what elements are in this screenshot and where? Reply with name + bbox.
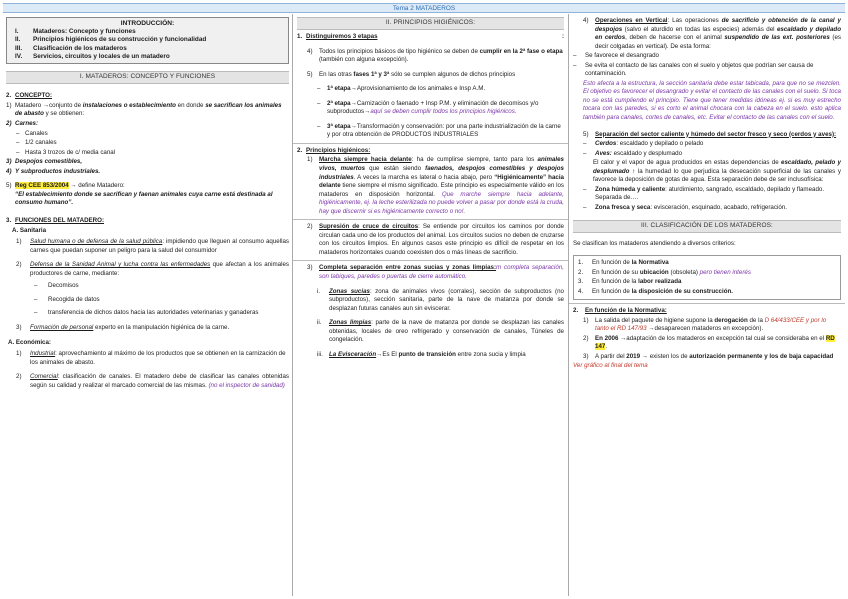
zona-humeda: – Zona húmeda y caliente: aturdimiento, sangrado, escaldado, depilado y flameado. Separada de…. [583,185,825,202]
economica-item: 1) Industrial: aprovechamiento al máximo de los productos que se obtienen en la carnización de los animales de abasto. [16,349,286,366]
column-middle [292,14,568,596]
funciones-heading: 3. FUNCIONES DEL MATADERO: [6,216,105,224]
intro-item: IV. Servicios, circuitos y locales de un matadero [15,53,170,61]
grafico-note: Ver gráfico al final del tema [573,362,648,370]
etapas-item: 4) Todos los principios básicos de tipo higiénico se deben de cumplir en la 2ª fase o etapa (también con alguna excepción). [307,47,563,64]
principio-item: 3) Completa separación entre zonas sucias y zonas limpias:m completa separación, son tabiques, paredes o puertas de cierre automático. [307,264,564,280]
intro-item: II. Principios higiénicos de su construcción y funcionalidad [15,36,207,44]
sanitaria-item: 2) Defensa de la Sanidad Animal y lucha contra las enfermedades que afectan a los animales productores de carne, mediante: [16,261,289,277]
sanitaria-subitem: – transferencia de dichos datos hacia las autoridades veterinarias y ganaderas [34,309,259,317]
column-right [568,14,845,596]
intro-item: III. Clasificación de los mataderos [15,44,127,52]
concepto-heading: 2. CONCEPTO: [6,92,53,100]
clasificacion-intro: Se clasifican los mataderos atendiendo a diversos criterios: [573,240,736,248]
intro-title: INTRODUCCIÓN: [120,20,175,27]
separacion-item: 5) Separación del sector caliente y húmedo del sector fresco y seco (cerdos y aves): [583,130,837,138]
vertical-note: Esto afecta a la estructura, la sección sanitaria debe estar tabicada, para que no se mezclen. El objetivo es favorecer el desangrado y evitar el contacto de las canales con el suelo. Si toca no se está cumpliendo el principio. Tiene que tener medidas idóneas ej. si es muy estrecho tocara con las paredes, si es corto el animal chocara con la cabeza en el suelo. esto aplica también para canales, cortes de canales, etc. Evitar el contacto de las canales con el suelo. [583,79,841,122]
etapa-2: – 2ª etapa→Carnización o faenado + Insp P.M. y eliminación de decomisos y/o subproductos→aquí se deben cumplir todos los principios higiénicos. [317,99,539,116]
vertical-item: 4) Operaciones en Vertical: Las operaciones de sacrificio y obtención de la canal y despojos (salvo el aturdido en todas las especies) además del escaldado y depilado en cerdos, deben de hacerse con el animal suspendido de las ext. posteriores (es decir colgadas en vertical). De esta forma: [583,17,841,50]
criterio-item: 4. En función de la disposición de su construcción. [578,287,733,295]
concepto-item: 1) Matadero →conjunto de instalaciones o establecimiento en donde se sacrifican los animales de abasto y se obtienen: [6,101,282,118]
section-heading-3: III. CLASIFICACIÓN DE LOS MATADEROS: [573,220,841,233]
sanitaria-item: 3) Formación de personal experto en la manipulación higiénica de la carne. [16,323,230,331]
intro-box [6,17,289,64]
separacion-subitem: – Cerdos: escaldado y depilado o pelado [583,140,704,148]
principio-item: 1) Marcha siempre hacia delante: ha de cumplirse siempre, tanto para los animales vivos, muertos que están siendo faenados, despojos comestibles y despojos industriales. A veces la marcha es lateral o hacia abajo, pero “Higiénicamente” hacia delante tiene siempre el mismo significado. Este principio es especialmente válido en los mataderos en disposición horizontal. Que marche siempre hacia adelante, higiénicamente, ej. la leche esterilizada no puede volver a pasar por donde está la cruda, hay que discernir si es higiénicamente correcto o no!. [307,156,565,215]
separacion-subitem: – Aves: escaldado y desplumado [583,149,683,157]
normativa-item: 3) A partir del 2019 → existen los de autorización permanente y los de baja capacidad [583,352,834,360]
etapas-heading: 1. Distinguiremos 3 etapas : [297,32,564,40]
sanitaria-subitem: – Decomisos [34,282,79,290]
sanitaria-item: 1) Salud humana o de defensa de la salud pública: impidiendo que lleguen al consumo aquellas carnes que puedan suponer un peligro para la salud del consumidor [16,238,289,254]
zona-item: iii. La Evisceración→Es El punto de transición entre zona sucia y limpia [317,350,526,358]
zona-item: ii. Zonas limpias: parte de la nave de matanza por donde se desplazan las canales obtenidas, locales de oreo refrigerado y conservación de canales, Túneles de congelación. [317,319,564,344]
sanitaria-subitem: – Recogida de datos [34,295,100,303]
vertical-subitem: – Se evita el contacto de las canales con el suelo y objetos que podrían ser causa de contaminación. [573,61,814,78]
principio-item: 2) Supresión de cruce de circuitos: Se entiende por circuitos los caminos por donde circulan cada uno de los productos del animal. Los circuitos sucios no deben de cruzarse con los circuitos limpios. En algunos casos este principio es difícil de respetar en los mataderos horizontales cuando coexisten dos o más líneas de sacrificio. [307,223,564,256]
vertical-subitem: – Se favorece el desangrado [573,52,659,60]
rd147-highlight: RD 147 [595,334,835,351]
column-left [3,14,292,596]
economica-heading: A. Económica: [8,339,51,347]
carnes-item: – Hasta 3 trozos de c/ media canal [16,148,116,156]
document-title: Tema 2 MATADEROS [3,3,845,13]
zona-fresca: – Zona fresca y seca: evisceración, esquinado, acabado, refrigeración. [583,203,787,211]
criterio-item: 3. En función de la labor realizada [578,278,682,286]
sanitaria-heading: A. Sanitaria [12,227,47,235]
etapa-1: – 1ª etapa→Aprovisionamiento de los animales e Insp A.M. [317,85,486,93]
normativa-item: 2) En 2006 →adaptación de los mataderos en excepción tal cual se consideraba en el RD 147. [583,334,835,351]
concepto-item: 2) Carnes: [6,120,39,128]
reg-cee-highlight: Reg CEE 853/2004 [15,182,69,190]
normativa-item: 1) La salida del paquete de higiene supone la derogación de la D 64/433/CEE y por lo tanto el RD 147/93 →desaparecen mataderos en excepción). [583,316,827,333]
criterio-item: 2. En función de su ubicación (obsoleta) pero tienen interés [578,268,751,276]
zona-item: i. Zonas sucias: zona de animales vivos (corrales), sección de subproductos (no subproductos), sección sanitaria, parte de la nave de matanza por donde se desplazan futuras canales aun sin eviscerar. [317,287,564,312]
concepto-item: 3) Despojos comestibles, [6,158,83,166]
carnes-item: – Canales [16,129,48,137]
etapa-3: – 3ª etapa→Transformación y conservación: por una parte industrialización de la carne y por otra obtención de PRODUCTOS INDUSTRIALES [317,122,561,139]
reg-cee-item: 5) Reg CEE 853/2004 → define Matadero: “El establecimiento donde se sacrifican y faenan animales cuya carne está destinada al consumo humano”. [6,182,273,207]
intro-item: I. Mataderos: Concepto y funciones [15,28,136,36]
etapas-item: 5) En las otras fases 1ª y 3ª sólo se cumplen algunos de dichos principios [307,70,516,78]
criterios-box [573,255,841,300]
separacion-text: El calor y el vapor de agua producidos en estas dependencias de escaldado, pelado y desplumado ↑ la humedad lo que perjudica la desecación superficial de las canales y favorece la deposición de gotas de agua. Esta separación debe de ser inclusofísica: [593,159,841,184]
economica-item: 2) Comercial: clasificación de canales. El matadero debe de clasificar las canales obtenidas según su calidad y realizar el marcado comercial de las mismas. (no el inspector de sanidad) [16,373,289,389]
section-heading-2: II. PRINCIPIOS HIGIÉNICOS: [297,17,564,30]
section-heading-1: I. MATADEROS: CONCEPTO Y FUNCIONES [6,71,289,84]
carnes-item: – 1/2 canales [16,139,57,147]
normativa-heading: 2. En función de la Normativa: [573,307,667,315]
criterio-item: 1. En función de la Normativa [578,259,669,266]
principios-heading: 2. Principios higiénicos: [297,146,371,154]
concepto-item: 4) Y subproductos industriales. [6,167,101,175]
